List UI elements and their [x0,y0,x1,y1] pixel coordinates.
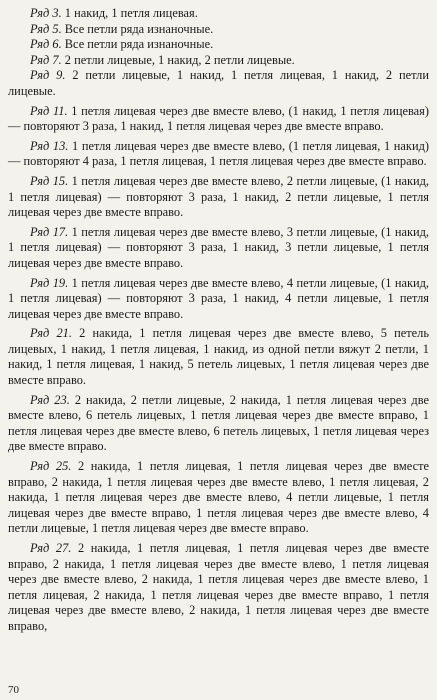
row-13 [8,139,429,170]
page-number: 70 [8,684,19,696]
row-text: 1 накид, 1 петля лицевая. [61,6,198,20]
row-label: Ряд 6. [30,37,62,52]
row-17 [8,225,429,272]
row-3 [8,6,429,22]
row-9 [8,68,429,99]
row-text: 2 петли лицевые, 1 накид, 1 петля лицевая, 1 накид, 2 петли лицевые. [8,68,429,98]
row-label: Ряд 9. [30,68,66,83]
row-6 [8,37,429,53]
row-label: Ряд 15. [30,173,69,188]
row-text: 1 петля лицевая через две вместе влево, (1 накид, 1 петля лицевая) — повторяют 3 раза, 1 накид, 1 петля лицевая через две вместе вправо. [8,103,429,134]
row-label: Ряд 13. [30,138,69,153]
row-15 [8,174,429,221]
row-text: 2 накида, 1 петля лицевая, 1 петля лицевая через две вместе вправо, 2 накида, 1 петля лицевая через две вместе влево, 1 петля лицевая через две вместе влево, 2 накида, 1 петля лицевая через две вместе влево, 1 петля лицевая, 2 накида, 1 петля лицевая через две вместе вправо, 1 петля лицевая через две вместе влево, 2 накида, 1 петля лицевая через две вместе вправо, [8,541,429,633]
row-text: 2 накида, 1 петля лицевая, 1 петля лицевая через две вместе вправо, 2 накида, 1 петля лицевая через две вместе влево, 1 петля лицевая, 2 накида, 1 петля лицевая через две вместе влево, 4 петли лицевые, 1 петля лицевая через две вместе вправо, 1 петля лицевая через две вместе влево, 4 петли лицевые, 1 петля лицевая через две вместе вправо. [8,459,429,536]
knitting-instructions [8,6,429,635]
row-19 [8,276,429,323]
row-label: Ряд 23. [30,392,70,407]
row-text: 1 петля лицевая через две вместе влево, 2 петли лицевые, (1 накид, 1 петля лицевая) — повторяют 3 раза, 1 накид, 2 петли лицевые, 1 петля лицевая через две вместе вправо. [8,173,430,220]
row-text: 2 петли лицевые, 1 накид, 2 петли лицевые. [61,52,295,67]
row-label: Ряд 19. [30,275,69,290]
row-27 [8,541,429,635]
row-label: Ряд 7. [30,52,62,67]
row-7 [8,53,429,69]
row-label: Ряд 5. [30,21,62,36]
row-11 [8,104,429,135]
row-label: Ряд 11. [30,103,68,118]
row-label: Ряд 25. [30,459,72,474]
row-text: 1 петля лицевая через две вместе влево, 3 петли лицевые, (1 накид, 1 петля лицевая) — повторяют 3 раза, 1 накид, 3 петли лицевые, 1 петля лицевая через две вместе вправо. [8,224,430,270]
row-label: Ряд 27. [30,541,72,555]
row-text: Все петли ряда изнаночные. [61,21,214,36]
row-label: Ряд 3. [30,6,62,20]
row-23 [8,393,429,455]
row-text: Все петли ряда изнаночные. [61,37,214,52]
row-text: 1 петля лицевая через две вместе влево, 4 петли лицевые, (1 накид, 1 петля лицевая) — повторяют 3 раза, 1 накид, 4 петли лицевые, 1 петля лицевая через две вместе вправо. [8,275,430,321]
row-text: 1 петля лицевая через две вместе влево, (1 петля лицевая, 1 накид) — повторяют 4 раза, 1 петля лицевая, 1 петля лицевая через две вместе вправо. [8,138,429,169]
row-label: Ряд 21. [30,326,72,341]
row-5 [8,22,429,38]
row-21 [8,326,429,388]
row-label: Ряд 17. [30,224,69,239]
row-25 [8,459,429,537]
row-text: 2 накида, 1 петля лицевая через две вместе влево, 5 петель лицевых, 1 накид, 1 петля лицевая, 1 накид, из одной петли вяжут 2 петли, 1 накид, 1 петля лицевая, 1 накид, 5 петель лицевых, 1 петля лицевая через две вместе вправо. [8,326,429,388]
row-text: 2 накида, 2 петли лицевые, 2 накида, 1 петля лицевая через две вместе влево, 6 петель лицевых, 1 петля лицевая через две вместе вправо, 1 петля лицевая через две вместе влево, 6 петель лицевых, 1 петля лицевая через две вместе вправо. [8,392,430,454]
